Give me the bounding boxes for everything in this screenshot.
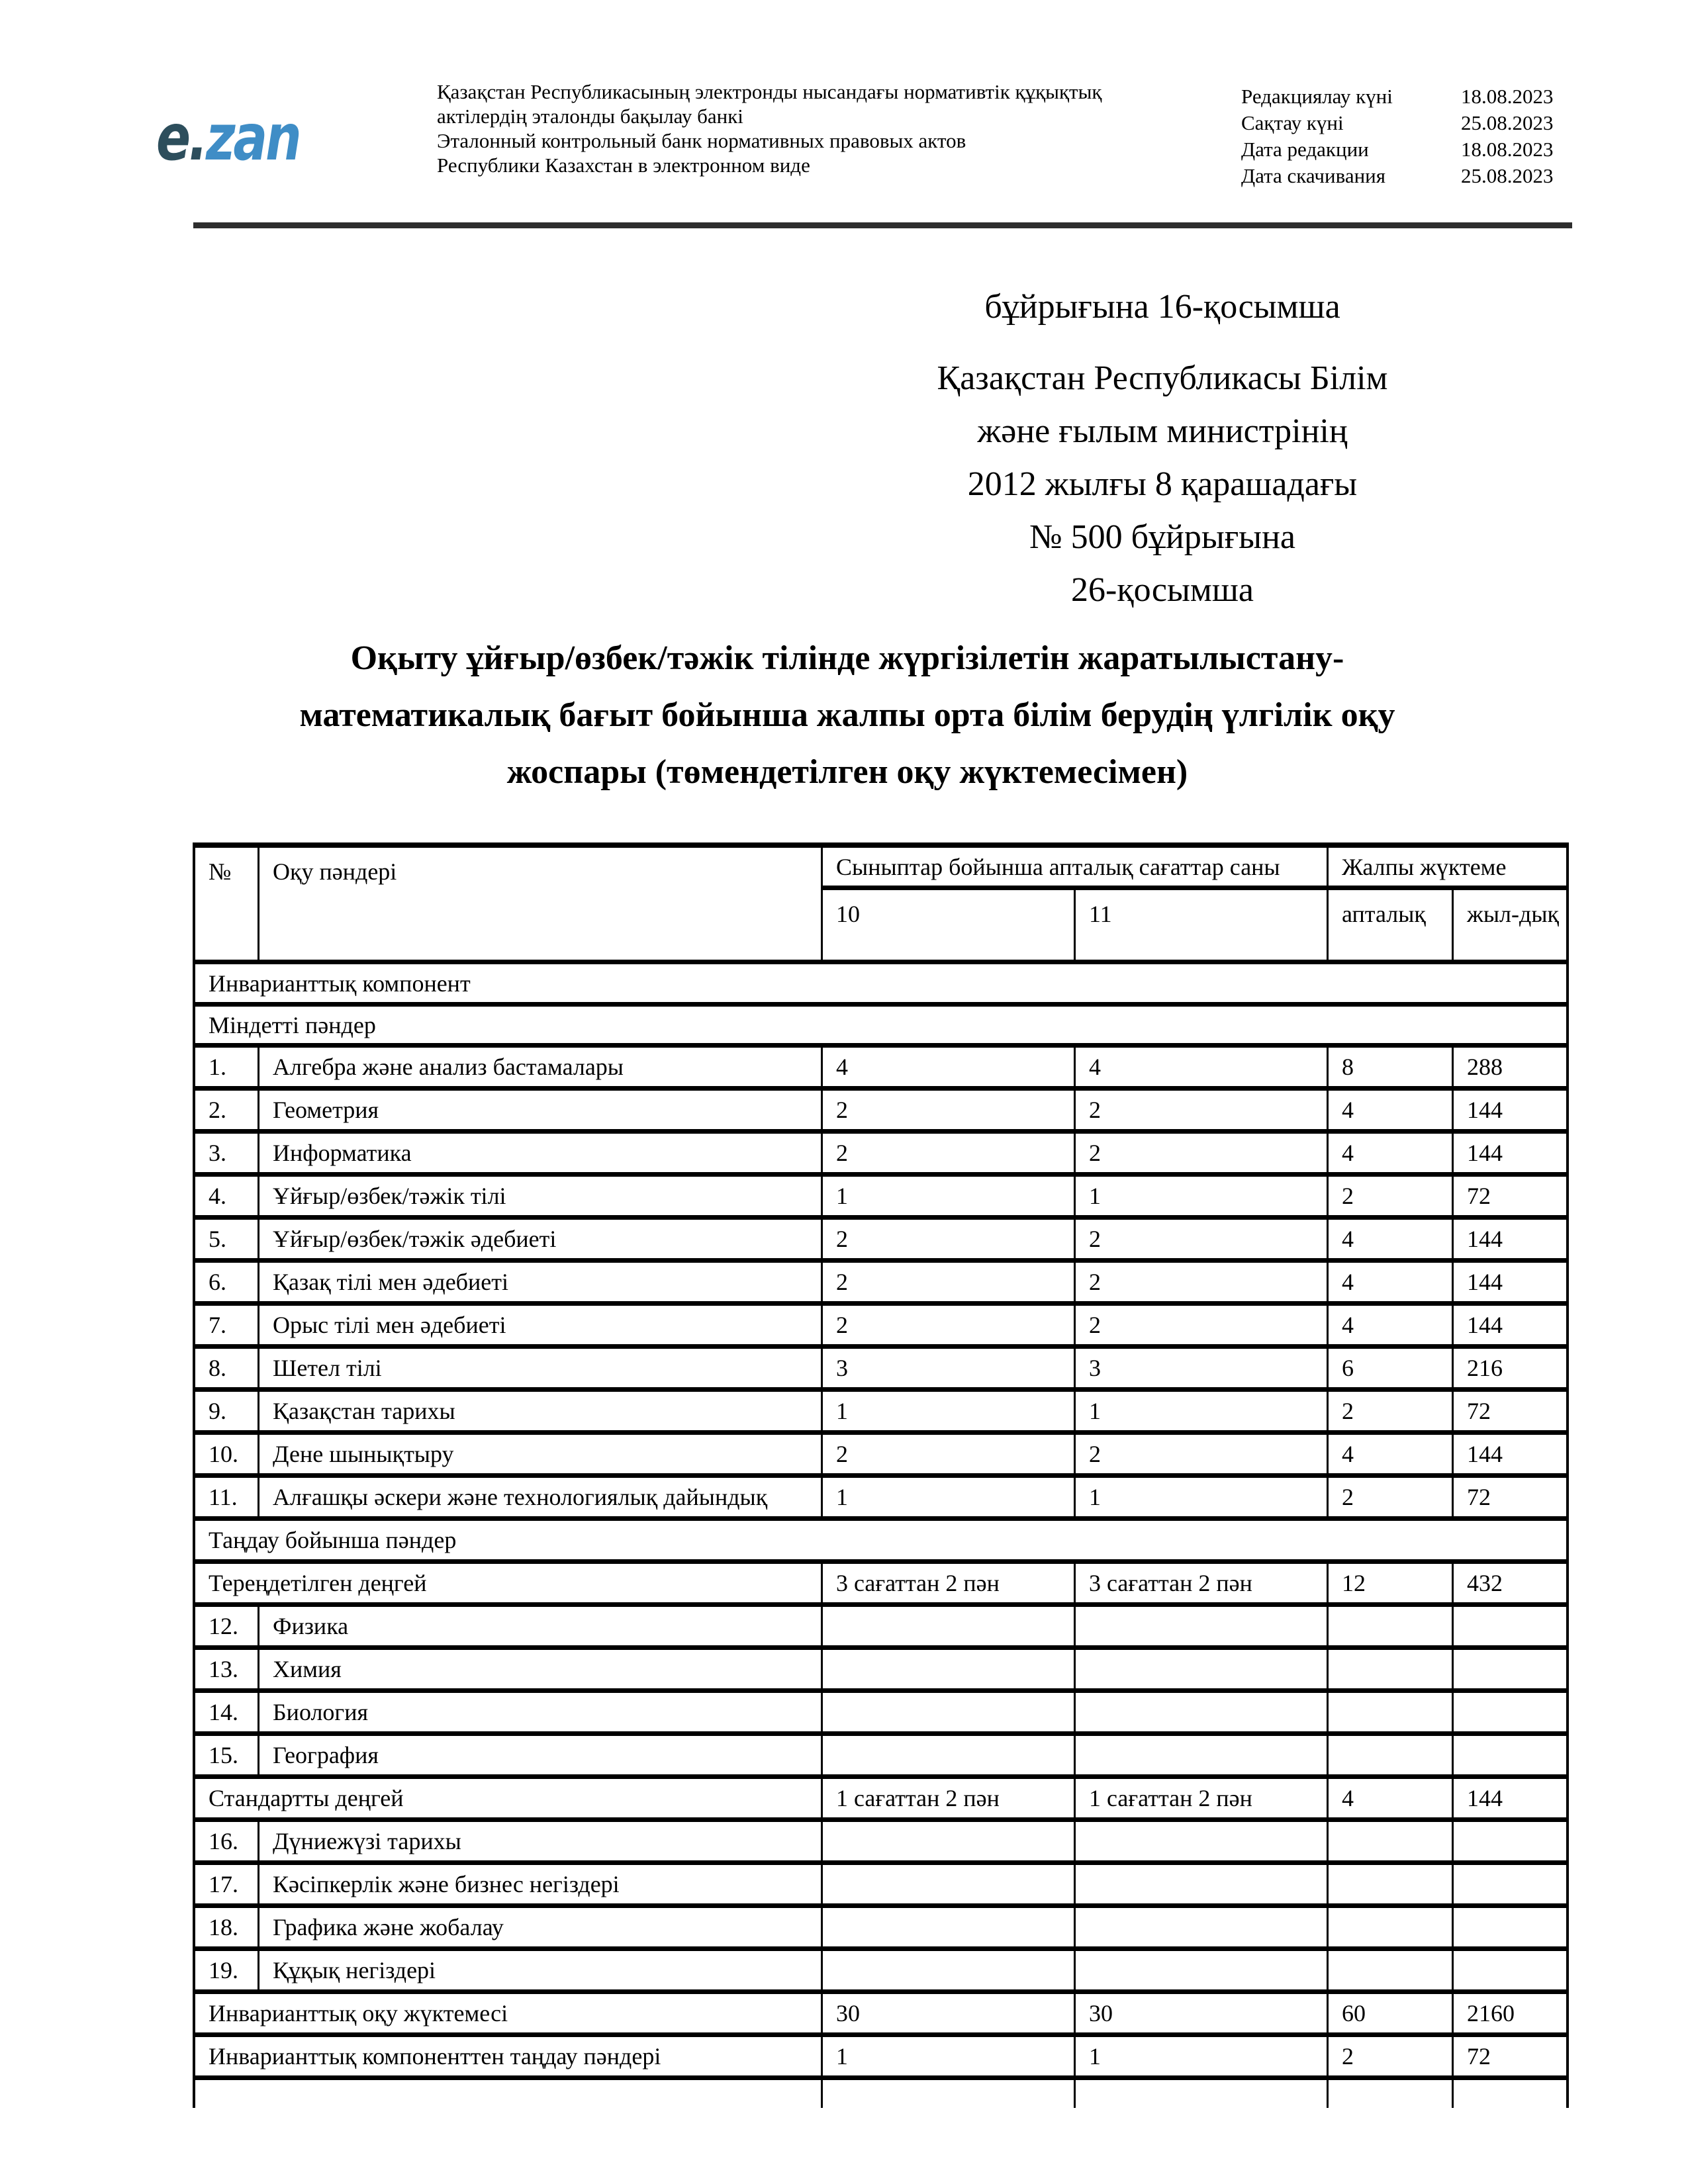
row-number-cell: 8. bbox=[195, 1349, 258, 1387]
grade11-cell: 4 bbox=[1076, 1048, 1327, 1086]
yearly-cell: 72 bbox=[1454, 1177, 1566, 1215]
curriculum-table-wrap bbox=[193, 842, 1569, 2108]
grade11-cell: 1 bbox=[1076, 1478, 1327, 1516]
subject-name-cell: Ұйғыр/өзбек/тәжік тілі bbox=[259, 1177, 821, 1215]
date-value: 25.08.2023 bbox=[1461, 164, 1554, 187]
grade11-cell: 2 bbox=[1076, 1263, 1327, 1301]
section-row-label: Міндетті пәндер bbox=[195, 1007, 1566, 1043]
yearly-cell: 72 bbox=[1454, 2037, 1566, 2075]
yearly-cell: 144 bbox=[1454, 1134, 1566, 1172]
grade10-cell: 2 bbox=[823, 1435, 1074, 1473]
subject-name-cell: Алғашқы әскери және технологиялық дайындық bbox=[259, 1478, 821, 1516]
row-number-cell: 18. bbox=[195, 1908, 258, 1946]
title-line: Оқыту ұйғыр/өзбек/тәжік тілінде жүргізілетін жаратылыстану- bbox=[350, 639, 1344, 677]
subject-name-cell: Кәсіпкерлік және бизнес негіздері bbox=[259, 1865, 821, 1903]
grade11-cell: 1 сағаттан 2 пән bbox=[1076, 1779, 1327, 1817]
grade11-cell bbox=[1076, 1650, 1327, 1688]
grade11-cell bbox=[1076, 1736, 1327, 1774]
yearly-cell bbox=[1454, 1650, 1566, 1688]
summary-name-cell: Инварианттық оқу жүктемесі bbox=[195, 1994, 821, 2032]
col-header-weekly: апталық bbox=[1329, 890, 1452, 960]
header-divider bbox=[193, 222, 1572, 228]
weekly-cell: 4 bbox=[1329, 1779, 1452, 1817]
grade11-cell: 3 bbox=[1076, 1349, 1327, 1387]
weekly-cell: 4 bbox=[1329, 1091, 1452, 1129]
row-number-cell: 9. bbox=[195, 1392, 258, 1430]
row-number-cell: 1. bbox=[195, 1048, 258, 1086]
grade11-cell: 30 bbox=[1076, 1994, 1327, 2032]
partial-row-cell bbox=[1454, 2080, 1566, 2108]
document-dates bbox=[1241, 83, 1567, 189]
partial-row-cell bbox=[1329, 2080, 1452, 2108]
col-header-no: № bbox=[195, 848, 258, 960]
grade10-cell: 2 bbox=[823, 1263, 1074, 1301]
grade10-cell: 1 bbox=[823, 2037, 1074, 2075]
grade10-cell: 3 bbox=[823, 1349, 1074, 1387]
curriculum-table bbox=[193, 842, 1569, 2108]
grade10-cell bbox=[823, 1736, 1074, 1774]
subject-name-cell: Орыс тілі мен әдебиеті bbox=[259, 1306, 821, 1344]
org-line: Қазақстан Республикасының электронды нысандағы нормативтік құқықтық bbox=[437, 80, 1102, 103]
weekly-cell: 2 bbox=[1329, 2037, 1452, 2075]
subject-name-cell: Биология bbox=[259, 1693, 821, 1731]
weekly-cell: 8 bbox=[1329, 1048, 1452, 1086]
subject-name-cell: Дүниежүзі тарихы bbox=[259, 1822, 821, 1860]
col-header-subjects: Оқу пәндері bbox=[259, 848, 821, 960]
grade11-cell bbox=[1076, 1693, 1327, 1731]
row-number-cell: 7. bbox=[195, 1306, 258, 1344]
date-label: Сақтау күні bbox=[1241, 111, 1344, 134]
appendix-reference bbox=[831, 281, 1493, 617]
row-number-cell: 14. bbox=[195, 1693, 258, 1731]
grade10-cell bbox=[823, 1951, 1074, 1989]
yearly-cell: 216 bbox=[1454, 1349, 1566, 1387]
summary-name-cell: Стандартты деңгей bbox=[195, 1779, 821, 1817]
subject-name-cell: Құқық негіздері bbox=[259, 1951, 821, 1989]
col-header-weekly-hours: Сыныптар бойынша апталық сағаттар саны bbox=[823, 848, 1327, 886]
row-number-cell: 5. bbox=[195, 1220, 258, 1258]
row-number-cell: 15. bbox=[195, 1736, 258, 1774]
yearly-cell: 144 bbox=[1454, 1435, 1566, 1473]
weekly-cell: 4 bbox=[1329, 1220, 1452, 1258]
weekly-cell: 12 bbox=[1329, 1564, 1452, 1602]
grade10-cell bbox=[823, 1865, 1074, 1903]
grade11-cell: 3 сағаттан 2 пән bbox=[1076, 1564, 1327, 1602]
weekly-cell: 4 bbox=[1329, 1134, 1452, 1172]
row-number-cell: 16. bbox=[195, 1822, 258, 1860]
grade10-cell bbox=[823, 1607, 1074, 1645]
org-line: актілердің эталонды бақылау банкі bbox=[437, 105, 743, 128]
grade10-cell: 2 bbox=[823, 1220, 1074, 1258]
yearly-cell bbox=[1454, 1822, 1566, 1860]
subject-name-cell: География bbox=[259, 1736, 821, 1774]
date-row bbox=[1241, 163, 1567, 189]
appendix-line: Қазақстан Республикасы Білім bbox=[937, 359, 1388, 397]
yearly-cell: 144 bbox=[1454, 1091, 1566, 1129]
grade10-cell bbox=[823, 1908, 1074, 1946]
col-header-grade10: 10 bbox=[823, 890, 1074, 960]
appendix-line: бұйрығына 16-қосымша bbox=[984, 288, 1340, 326]
weekly-cell bbox=[1329, 1607, 1452, 1645]
weekly-cell bbox=[1329, 1822, 1452, 1860]
partial-row-cell bbox=[823, 2080, 1074, 2108]
row-number-cell: 11. bbox=[195, 1478, 258, 1516]
ezan-logo bbox=[156, 101, 300, 175]
yearly-cell bbox=[1454, 1693, 1566, 1731]
date-label: Дата скачивания bbox=[1241, 164, 1386, 187]
yearly-cell bbox=[1454, 1865, 1566, 1903]
col-header-yearly: жыл-дық bbox=[1454, 890, 1566, 960]
grade10-cell: 1 bbox=[823, 1478, 1074, 1516]
page-title bbox=[212, 630, 1483, 801]
subject-name-cell: Информатика bbox=[259, 1134, 821, 1172]
yearly-cell: 432 bbox=[1454, 1564, 1566, 1602]
weekly-cell bbox=[1329, 1951, 1452, 1989]
date-value: 18.08.2023 bbox=[1461, 138, 1554, 161]
grade10-cell bbox=[823, 1693, 1074, 1731]
summary-name-cell: Тереңдетілген деңгей bbox=[195, 1564, 821, 1602]
yearly-cell bbox=[1454, 1607, 1566, 1645]
yearly-cell: 72 bbox=[1454, 1478, 1566, 1516]
grade10-cell bbox=[823, 1650, 1074, 1688]
grade10-cell bbox=[823, 1822, 1074, 1860]
row-number-cell: 3. bbox=[195, 1134, 258, 1172]
grade11-cell bbox=[1076, 1822, 1327, 1860]
subject-name-cell: Алгебра және анализ бастамалары bbox=[259, 1048, 821, 1086]
organization-description bbox=[437, 79, 1225, 177]
grade11-cell bbox=[1076, 1951, 1327, 1989]
partial-row-cell bbox=[195, 2080, 821, 2108]
grade10-cell: 2 bbox=[823, 1306, 1074, 1344]
date-value: 18.08.2023 bbox=[1461, 85, 1554, 108]
date-row bbox=[1241, 110, 1567, 136]
yearly-cell: 72 bbox=[1454, 1392, 1566, 1430]
date-row bbox=[1241, 136, 1567, 163]
date-value: 25.08.2023 bbox=[1461, 111, 1554, 134]
title-line: математикалық бағыт бойынша жалпы орта білім берудің үлгілік оқу bbox=[299, 696, 1395, 734]
yearly-cell: 144 bbox=[1454, 1220, 1566, 1258]
grade11-cell: 1 bbox=[1076, 2037, 1327, 2075]
grade11-cell: 2 bbox=[1076, 1091, 1327, 1129]
yearly-cell: 2160 bbox=[1454, 1994, 1566, 2032]
col-header-grade11: 11 bbox=[1076, 890, 1327, 960]
row-number-cell: 4. bbox=[195, 1177, 258, 1215]
grade11-cell bbox=[1076, 1607, 1327, 1645]
grade11-cell: 2 bbox=[1076, 1134, 1327, 1172]
col-header-total-load: Жалпы жүктеме bbox=[1329, 848, 1566, 886]
weekly-cell: 2 bbox=[1329, 1392, 1452, 1430]
yearly-cell bbox=[1454, 1951, 1566, 1989]
grade11-cell: 1 bbox=[1076, 1177, 1327, 1215]
grade10-cell: 2 bbox=[823, 1091, 1074, 1129]
appendix-line: және ғылым министрінің bbox=[977, 412, 1348, 450]
org-line: Республики Казахстан в электронном виде bbox=[437, 154, 810, 177]
title-line: жоспары (төмендетілген оқу жүктемесімен) bbox=[506, 753, 1188, 791]
grade10-cell: 2 bbox=[823, 1134, 1074, 1172]
yearly-cell bbox=[1454, 1736, 1566, 1774]
row-number-cell: 10. bbox=[195, 1435, 258, 1473]
subject-name-cell: Графика және жобалау bbox=[259, 1908, 821, 1946]
grade11-cell: 1 bbox=[1076, 1392, 1327, 1430]
row-number-cell: 12. bbox=[195, 1607, 258, 1645]
partial-row-cell bbox=[1076, 2080, 1327, 2108]
weekly-cell: 60 bbox=[1329, 1994, 1452, 2032]
grade10-cell: 1 bbox=[823, 1177, 1074, 1215]
yearly-cell: 144 bbox=[1454, 1779, 1566, 1817]
weekly-cell: 2 bbox=[1329, 1177, 1452, 1215]
row-number-cell: 2. bbox=[195, 1091, 258, 1129]
weekly-cell: 4 bbox=[1329, 1263, 1452, 1301]
subject-name-cell: Шетел тілі bbox=[259, 1349, 821, 1387]
section-row-label: Инварианттық компонент bbox=[195, 964, 1566, 1002]
grade11-cell: 2 bbox=[1076, 1306, 1327, 1344]
org-line: Эталонный контрольный банк нормативных правовых актов bbox=[437, 129, 966, 152]
grade11-cell: 2 bbox=[1076, 1220, 1327, 1258]
subject-name-cell: Қазақ тілі мен әдебиеті bbox=[259, 1263, 821, 1301]
row-number-cell: 13. bbox=[195, 1650, 258, 1688]
weekly-cell bbox=[1329, 1908, 1452, 1946]
subject-name-cell: Қазақстан тарихы bbox=[259, 1392, 821, 1430]
grade10-cell: 1 сағаттан 2 пән bbox=[823, 1779, 1074, 1817]
weekly-cell: 4 bbox=[1329, 1435, 1452, 1473]
appendix-line: № 500 бұйрығына bbox=[1029, 518, 1295, 556]
summary-name-cell: Инварианттық компоненттен таңдау пәндері bbox=[195, 2037, 821, 2075]
weekly-cell bbox=[1329, 1650, 1452, 1688]
weekly-cell bbox=[1329, 1693, 1452, 1731]
row-number-cell: 17. bbox=[195, 1865, 258, 1903]
subject-name-cell: Дене шынықтыру bbox=[259, 1435, 821, 1473]
section-row-label: Таңдау бойынша пәндер bbox=[195, 1521, 1566, 1559]
weekly-cell bbox=[1329, 1865, 1452, 1903]
grade11-cell bbox=[1076, 1865, 1327, 1903]
logo-e: e. bbox=[156, 101, 206, 175]
yearly-cell: 144 bbox=[1454, 1306, 1566, 1344]
subject-name-cell: Геометрия bbox=[259, 1091, 821, 1129]
appendix-line: 26-қосымша bbox=[1071, 571, 1254, 609]
grade10-cell: 30 bbox=[823, 1994, 1074, 2032]
weekly-cell: 2 bbox=[1329, 1478, 1452, 1516]
grade10-cell: 4 bbox=[823, 1048, 1074, 1086]
appendix-line: 2012 жылғы 8 қарашадағы bbox=[967, 465, 1358, 503]
row-number-cell: 6. bbox=[195, 1263, 258, 1301]
date-row bbox=[1241, 83, 1567, 110]
grade10-cell: 1 bbox=[823, 1392, 1074, 1430]
yearly-cell bbox=[1454, 1908, 1566, 1946]
grade10-cell: 3 сағаттан 2 пән bbox=[823, 1564, 1074, 1602]
grade11-cell bbox=[1076, 1908, 1327, 1946]
logo-zan: zan bbox=[205, 101, 300, 175]
subject-name-cell: Ұйғыр/өзбек/тәжік әдебиеті bbox=[259, 1220, 821, 1258]
weekly-cell: 6 bbox=[1329, 1349, 1452, 1387]
weekly-cell bbox=[1329, 1736, 1452, 1774]
subject-name-cell: Химия bbox=[259, 1650, 821, 1688]
yearly-cell: 144 bbox=[1454, 1263, 1566, 1301]
yearly-cell: 288 bbox=[1454, 1048, 1566, 1086]
subject-name-cell: Физика bbox=[259, 1607, 821, 1645]
weekly-cell: 4 bbox=[1329, 1306, 1452, 1344]
grade11-cell: 2 bbox=[1076, 1435, 1327, 1473]
date-label: Редакциялау күні bbox=[1241, 85, 1393, 108]
date-label: Дата редакции bbox=[1241, 138, 1369, 161]
row-number-cell: 19. bbox=[195, 1951, 258, 1989]
